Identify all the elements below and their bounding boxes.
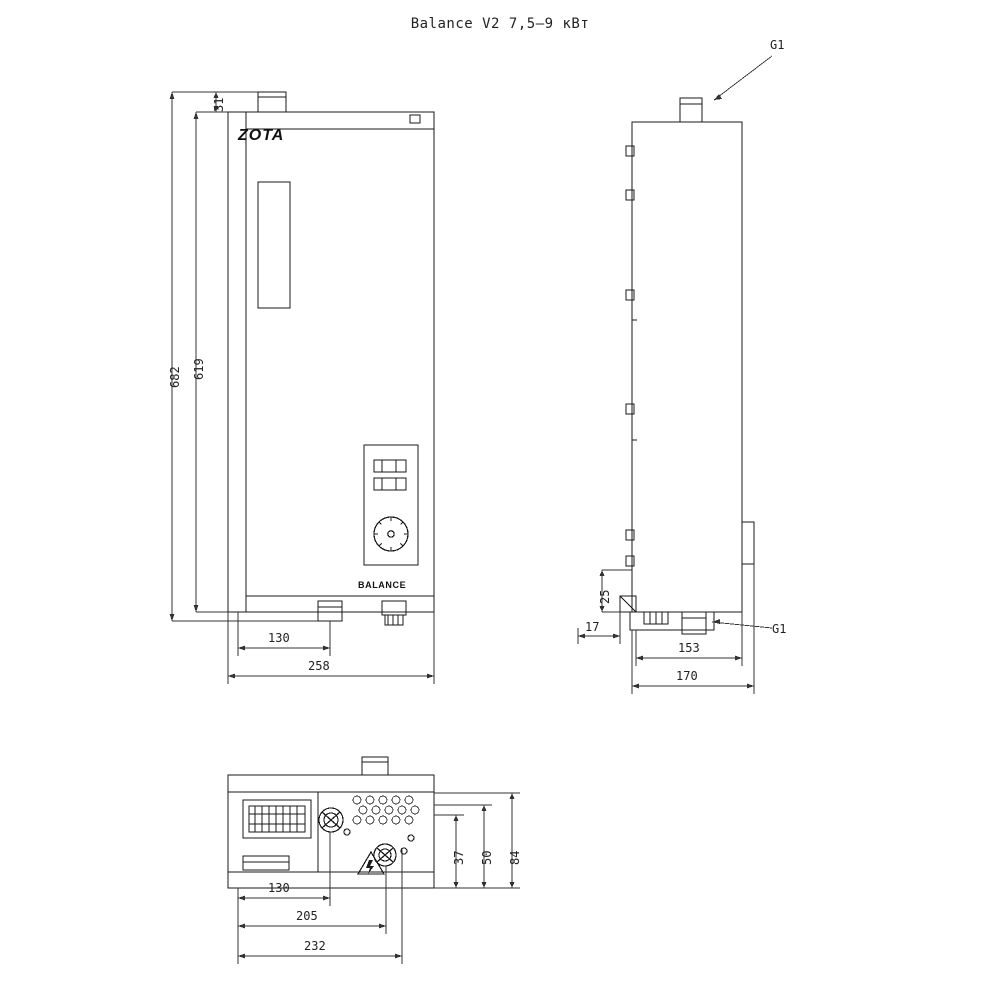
dimension-25: 25 [598,589,612,604]
dimension-37: 37 [452,850,466,865]
bottom-view-geometry [228,757,434,888]
dimension-258: 258 [308,659,330,673]
side-view-dimensions [578,564,754,694]
dimension-153: 153 [678,641,700,655]
dimension-682: 682 [168,366,182,388]
dimension-130-front: 130 [268,631,290,645]
dimension-130-bottom: 130 [268,881,290,895]
zota-logo: ZOTA [238,127,285,144]
callout-g1-top: G1 [770,38,785,52]
dimension-170: 170 [676,669,698,683]
callout-g1-bottom: G1 [772,622,787,636]
front-view-geometry [228,92,434,625]
front-view-dimensions [170,92,435,684]
dimension-205: 205 [296,909,318,923]
dimension-232: 232 [304,939,326,953]
model-plate-label: BALANCE [358,580,407,590]
dimension-17: 17 [585,620,600,634]
side-view-geometry [620,98,754,634]
dimension-84: 84 [508,850,522,865]
drawing-title: Balance V2 7,5–9 кВт [410,16,590,32]
dimension-31: 31 [212,97,226,112]
dimension-619: 619 [192,358,206,380]
dimension-50: 50 [480,850,494,865]
